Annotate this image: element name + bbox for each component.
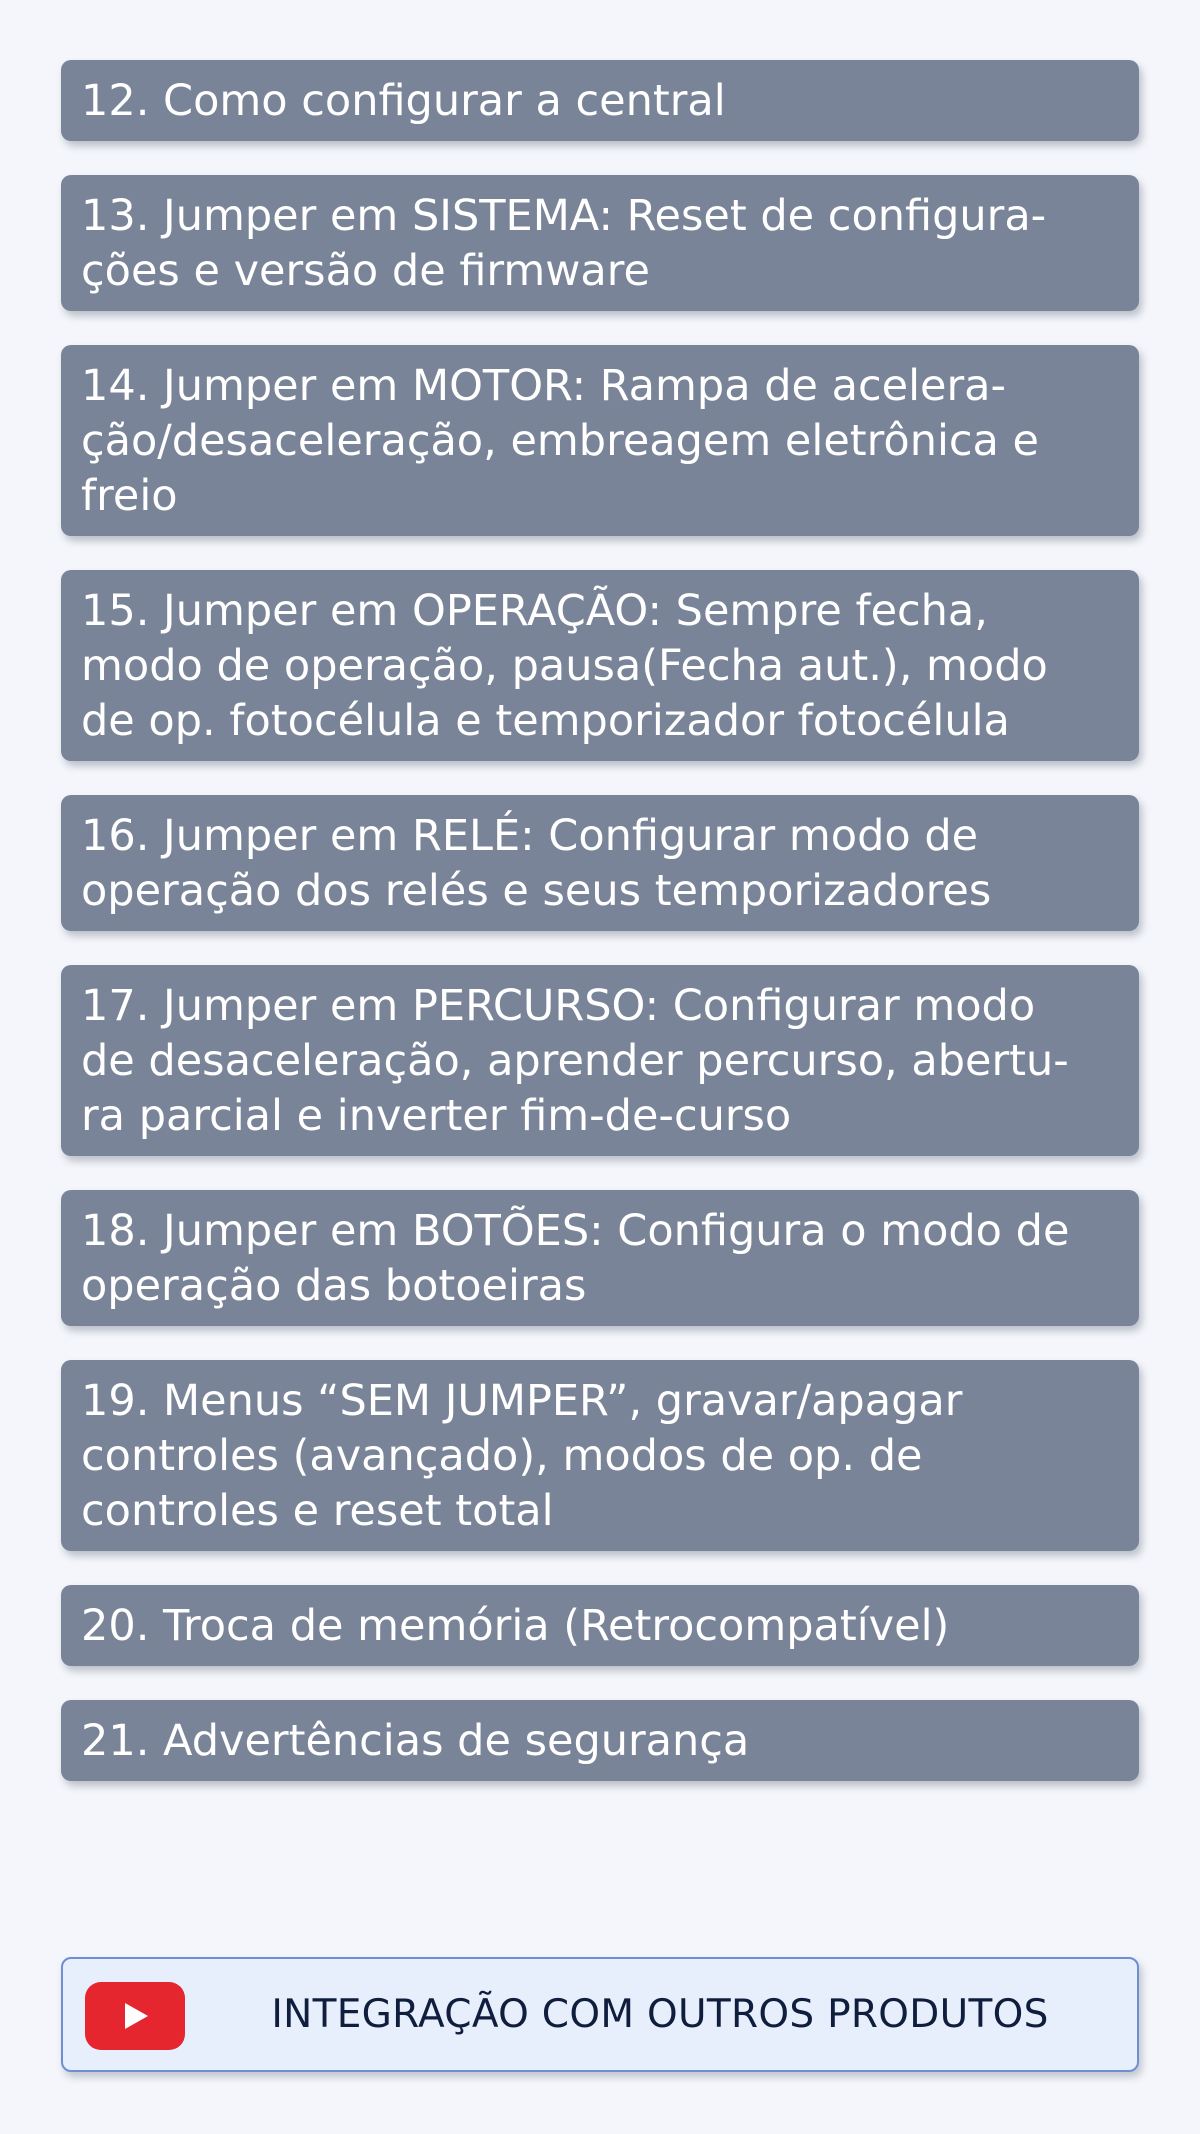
integration-video-button[interactable] <box>61 1957 1139 2072</box>
menu-item-21[interactable] <box>61 1700 1139 1781</box>
menu-item-label: 21. Advertências de segurança <box>81 1716 750 1766</box>
menu-item-label: 19. Menus “SEM JUMPER”, gravar/apagar controles (avançado), modos de op. de controles e reset total <box>81 1376 963 1536</box>
menu-item-12[interactable] <box>61 60 1139 141</box>
menu-item-label: 15. Jumper em OPERAÇÃO: Sempre fecha, modo de operação, pausa(Fecha aut.), modo de op. fotocélula e temporizador fotocélula <box>81 586 1048 746</box>
menu-item-19[interactable] <box>61 1360 1139 1551</box>
menu-item-label: 18. Jumper em BOTÕES: Configura o modo de operação das botoeiras <box>81 1206 1070 1311</box>
menu-item-13[interactable] <box>61 175 1139 311</box>
menu-item-14[interactable] <box>61 345 1139 536</box>
menu-item-label: 17. Jumper em PERCURSO: Configurar modo de desaceleração, aprender percurso, abertu- ra parcial e inverter fim-de-curso <box>81 981 1069 1141</box>
menu-item-label: 13. Jumper em SISTEMA: Reset de configura- ções e versão de firmware <box>81 191 1047 296</box>
chapter-menu <box>61 60 1139 1815</box>
menu-item-label: 20. Troca de memória (Retrocompatível) <box>81 1601 950 1651</box>
menu-item-label: 12. Como configurar a central <box>81 76 726 126</box>
video-button-label: INTEGRAÇÃO COM OUTROS PRODUTOS <box>271 1992 1049 2037</box>
menu-item-label: 16. Jumper em RELÉ: Configurar modo de operação dos relés e seus temporizadores <box>81 811 992 916</box>
youtube-play-icon <box>85 1982 185 2050</box>
menu-item-18[interactable] <box>61 1190 1139 1326</box>
menu-item-15[interactable] <box>61 570 1139 761</box>
menu-item-16[interactable] <box>61 795 1139 931</box>
menu-item-17[interactable] <box>61 965 1139 1156</box>
menu-item-label: 14. Jumper em MOTOR: Rampa de acelera- ção/desaceleração, embreagem eletrônica e freio <box>81 361 1040 521</box>
menu-item-20[interactable] <box>61 1585 1139 1666</box>
